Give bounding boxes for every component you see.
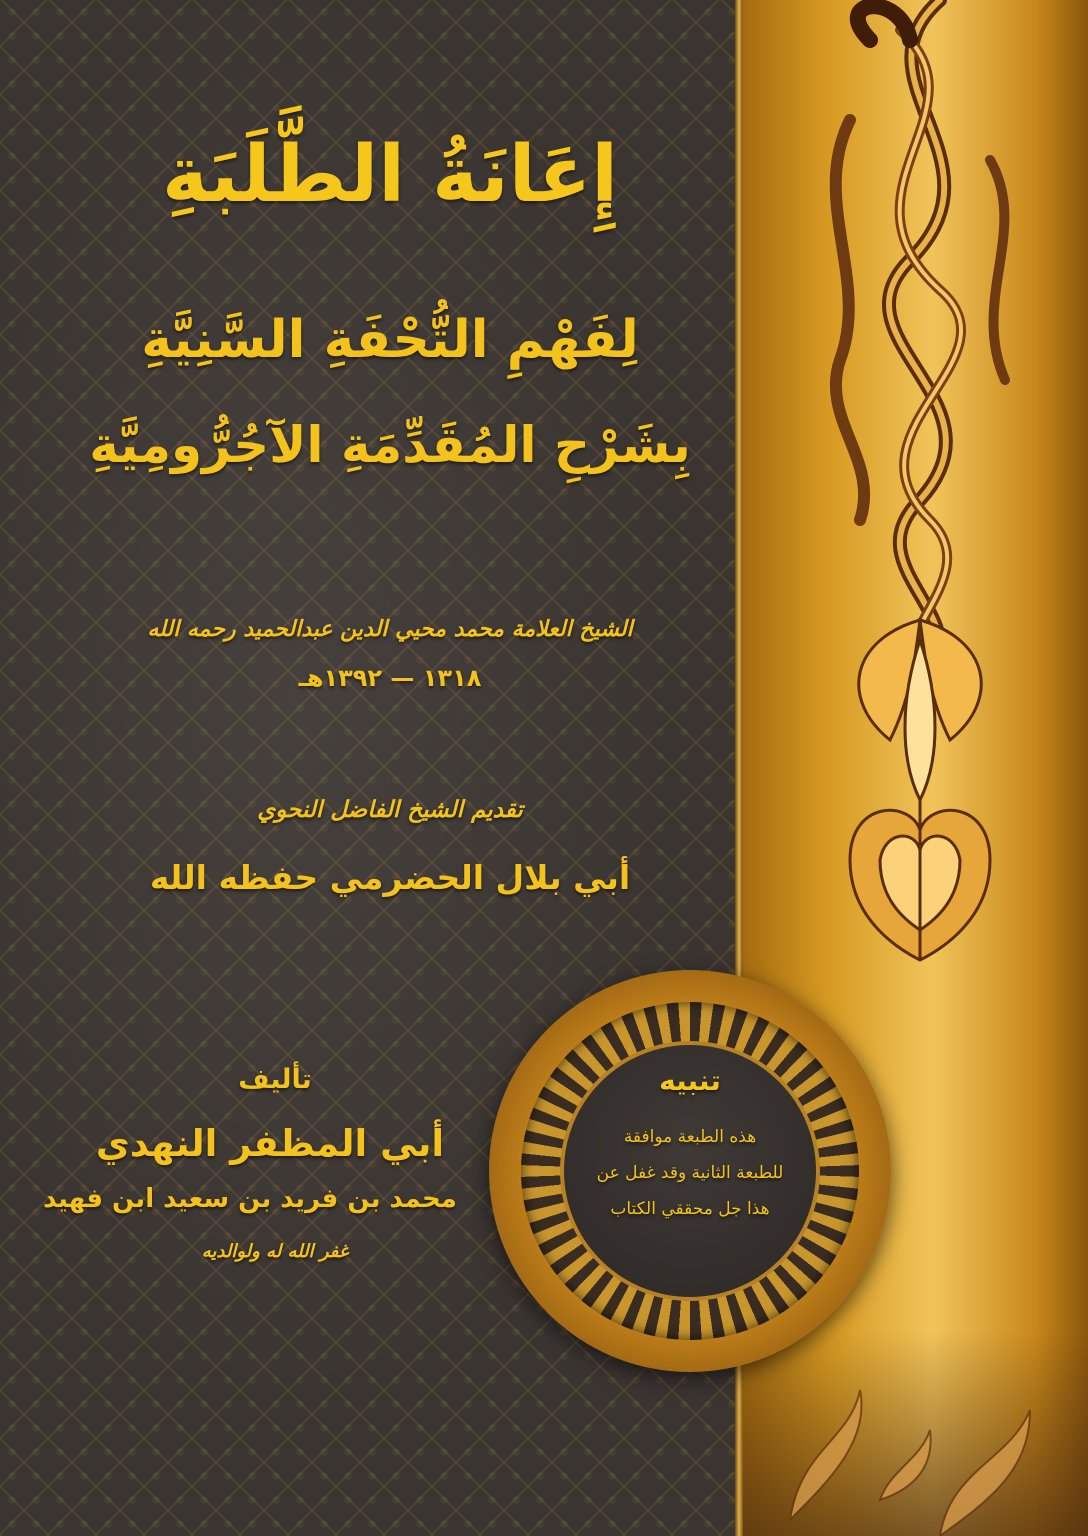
introduction-author: أبي بلال الحضرمي حفظه الله	[149, 858, 631, 897]
introduction-label: تقديم الشيخ الفاضل النحوي	[257, 797, 523, 823]
notice-line: هذا جل محققي الكتاب	[610, 1199, 770, 1219]
book-subtitle-line-2: بِشَرْحِ المُقَدِّمَةِ الآجُرُّومِيَّةِ	[89, 416, 691, 474]
original-author: الشيخ العلامة محمد محيي الدين عبدالحميد رحمه الله	[147, 617, 633, 642]
compiler-name: أبي المظفر النهدي	[95, 1122, 445, 1165]
compiled-by-label: تأليف	[238, 1064, 312, 1095]
book-subtitle-line-1: لِفَهْمِ التُّحْفَةِ السَّنِيَّةِ	[141, 310, 639, 370]
notice-title: تنبيه	[659, 1064, 721, 1097]
book-title: إِعَانَةُ الطَّلَبَةِ	[161, 130, 619, 220]
bottom-floral-ornament-icon	[760, 1300, 1080, 1536]
compiler-prayer: غفر الله له ولوالديه	[201, 1241, 349, 1262]
compiler-full-name: محمد بن فريد بن سعيد ابن فهيد	[43, 1184, 457, 1214]
floral-ornament-icon	[790, 0, 1050, 980]
notice-line: للطبعة الثانية وقد غفل عن	[596, 1163, 784, 1183]
notice-line: هذه الطبعة موافقة	[623, 1127, 757, 1147]
author-dates: ١٣١٨ — ١٣٩٢هـ	[298, 664, 482, 692]
